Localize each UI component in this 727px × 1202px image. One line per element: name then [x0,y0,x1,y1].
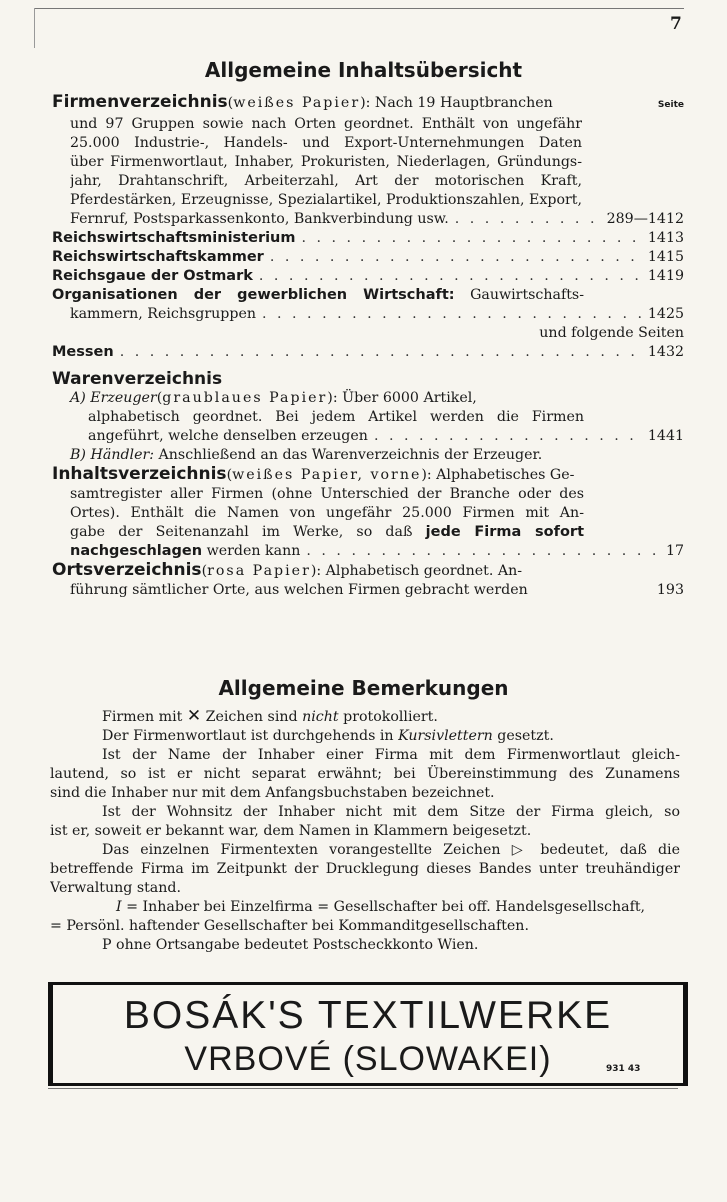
waren-a-paper: graublaues Papier [162,390,328,406]
remark-6-line1 [50,898,680,917]
firmen-line: jahr, Drahtanschrift, Arbeiterzahl, Art der motorischen Kraft, [70,173,582,189]
leader-dots [270,248,642,267]
orts-title: Ortsverzeichnis [52,560,202,580]
waren-a-page: 1441 [647,428,684,444]
remark-3-last: sind die Inhaber nur mit dem Anfangsbuchstaben bezeichnet. [50,785,495,801]
remark-2-italic: Kursivlettern [398,728,493,744]
remark-5-line3: Verwaltung stand. [50,880,181,896]
leader-dots [259,267,642,286]
remark-5-line2: betreffende Firma im Zeitpunkt der Drucklegung dieses Bandes unter treuhändiger [50,861,680,877]
remark-2-pre: Der Firmenwortlaut ist durchgehends in [102,728,394,744]
heading-inhaltsuebersicht: Allgemeine Inhaltsübersicht [204,58,523,82]
inhalt-paren: ( [226,467,233,483]
toc-row [52,267,684,286]
remark-1-post: protokolliert. [343,709,438,725]
leader-dots [302,229,642,248]
org-und: und folgende Seiten [539,325,684,341]
orts-page: 193 [656,582,684,598]
orts-line2 [52,581,684,600]
remark-2 [50,727,680,746]
firmen-last-text: Fernruf, Postsparkassenkonto, Bankverbindung usw. [70,211,449,227]
ad-code: 931 43 [606,1064,641,1074]
waren-a-line3 [52,427,684,446]
leader-dots [262,305,642,324]
leader-dots [374,427,642,446]
remark-4-line1: Ist der Wohnsitz der Inhaber nicht mit dem Sitze der Firma gleich, so [102,804,680,820]
orts-line2-text: führung sämtlicher Orte, aus welchen Firmen gebracht werden [70,582,528,598]
org-line2-text: kammern, Reichsgruppen [70,306,256,322]
inhalt-line1 [52,465,584,485]
firmen-line: und 97 Gruppen sowie nach Orten geordnet. Enthält von ungefähr [70,116,582,132]
remark-5-pre: Das einzelnen Firmentexten vorangestellte Zeichen [102,842,501,858]
waren-a-it: Erzeuger [90,390,157,406]
waren-b-label: B) [70,447,86,463]
inhalt-paper: weißes Papier, vorne [232,467,422,483]
triangle-symbol-icon: ▷ [511,842,530,858]
page-number: 7 [670,14,682,34]
waren-b-line [52,446,684,465]
inhalt-page: 17 [665,543,684,559]
firmen-line: über Firmenwortlaut, Inhaber, Prokuristen, Niederlagen, Gründungs- [70,154,582,170]
remark-5-post: bedeutet, daß die [540,842,680,858]
firmen-rest: ): Nach 19 Hauptbranchen [360,95,553,111]
remark-1 [50,707,680,727]
inhalt-line: Ortes). Enthält die Namen von ungefähr 25.000 Firmen mit An- [70,505,584,521]
remark-1-mid: Zeichen sind [205,709,298,725]
remarks-block [50,707,680,955]
org-rest: Gauwirtschafts- [470,287,584,303]
toc-page: 1413 [647,230,684,246]
toc-row [52,248,684,267]
messen-row [52,343,684,362]
waren-a-line3-text: angeführt, welche denselben erzeugen [88,428,368,444]
org-line2 [52,305,684,324]
leader-dots [306,542,660,561]
toc-page: 1419 [647,268,684,284]
cross-symbol-icon: ✕ [186,706,202,726]
waren-a-label: A) [70,390,86,406]
top-rule [34,8,684,9]
remark-2-post: gesetzt. [497,728,554,744]
remark-7: P ohne Ortsangabe bedeutet Postscheckkonto Wien. [102,937,479,953]
remark-6-line2: = Persönl. haftender Gesellschafter bei Kommanditgesellschaften. [50,918,529,934]
inhalt-l5-rest: werden kann [206,543,301,559]
waren-b-rest: Anschließend an das Warenverzeichnis der Erzeuger. [158,447,543,463]
org-page: 1425 [647,306,684,322]
leader-dots [455,210,601,229]
org-title: Organisationen der gewerblichen Wirtschaft: [52,287,455,303]
waren-a-rest: ): Über 6000 Artikel, [327,390,477,406]
waren-a-line2: alphabetisch geordnet. Bei jedem Artikel werden die Firmen [88,409,584,425]
toc-label: Reichsgaue der Ostmark [52,268,253,284]
waren-b-it: Händler: [90,447,155,463]
firmen-paren: ( [227,95,234,111]
waren-a-paren: ( [156,390,163,406]
messen-label: Messen [52,344,114,360]
remark-5-line1 [50,841,680,860]
firmen-entry [52,93,684,115]
orts-paper: rosa Papier [207,563,311,579]
remark-3-line: lautend, so ist er nicht separat erwähnt; bei Übereinstimmung des Zunamens [50,766,680,782]
orts-line1 [52,561,584,581]
firmen-line: 25.000 Industrie-, Handels- und Export-Unternehmungen Daten [70,135,582,151]
ad-company-name: BOSÁK'S TEXTILWERKE [123,994,613,1037]
messen-page: 1432 [647,344,684,360]
firmen-page: 289—1412 [606,211,684,227]
remark-1-pre: Firmen mit [102,709,183,725]
waren-a-line1 [52,389,584,408]
bottom-rule [48,1088,678,1089]
inhalt-line5 [52,542,684,561]
firmen-line: Pferdestärken, Erzeugnisse, Spezialartikel, Produktionszahlen, Export, [70,192,582,208]
inhalt-rest: ): Alphabetisches Ge- [421,467,575,483]
ad-location: VRBOVÉ (SLOWAKEI) [184,1040,552,1078]
toc-block [52,93,684,600]
waren-title: Warenverzeichnis [52,369,223,389]
remark-4-line2: ist er, soweit er bekannt war, dem Namen in Klammern beigesetzt. [50,823,532,839]
org-line1 [52,286,584,305]
toc-label: Reichswirtschaftskammer [52,249,264,265]
inhalt-l4-pre: gabe der Seitenanzahl im Werke, so daß [70,524,413,540]
inhalt-title: Inhaltsverzeichnis [52,464,227,484]
seite-label: Seite [657,100,684,110]
toc-page: 1415 [647,249,684,265]
remark-3-line: Ist der Name der Inhaber einer Firma mit dem Firmenwortlaut gleich- [102,747,680,763]
orts-paren: ( [201,563,208,579]
orts-rest: ): Alphabetisch geordnet. An- [310,563,523,579]
leader-dots [120,343,642,362]
remark-6-italic: I [116,899,122,915]
firmen-title: Firmenverzeichnis [52,92,228,112]
firmen-last [52,210,684,229]
remark-1-italic: nicht [302,709,339,725]
inhalt-l5-bold: nachgeschlagen [70,543,203,559]
heading-bemerkungen: Allgemeine Bemerkungen [218,676,509,700]
firmen-paper: weißes Papier [233,95,361,111]
left-rule [34,8,35,48]
toc-label: Reichswirtschaftsministerium [52,230,296,246]
inhalt-l4-bold: jede Firma sofort [425,524,584,540]
inhalt-line4 [70,523,584,542]
inhalt-line: samtregister aller Firmen (ohne Unterschied der Branche oder des [70,486,584,502]
toc-row [52,229,684,248]
remark-6-text: = Inhaber bei Einzelfirma = Gesellschafter bei off. Handelsgesellschaft, [126,899,646,915]
